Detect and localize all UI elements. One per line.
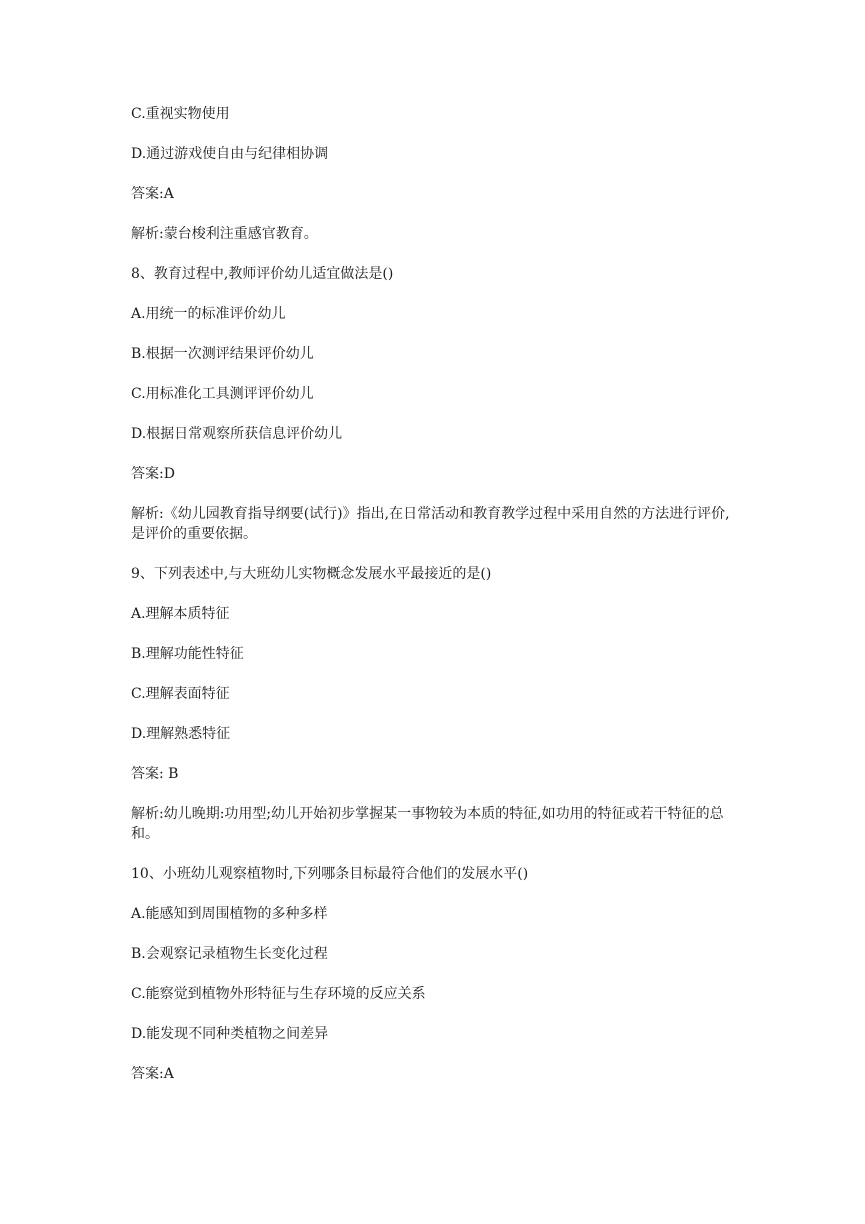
explanation-q8: 解析:《幼儿园教育指导纲要(试行)》指出,在日常活动和教育教学过程中采用自然的方法进行评价,是评价的重要依据。 [131, 506, 730, 542]
option-a-q8: A.用统一的标准评价幼儿 [131, 306, 286, 322]
option-a-q10: A.能感知到周围植物的多种多样 [131, 906, 328, 922]
option-c-q7: C.重视实物使用 [131, 106, 230, 122]
option-b-q10: B.会观察记录植物生长变化过程 [131, 946, 328, 962]
option-d-q9: D.理解熟悉特征 [131, 726, 231, 742]
question-10: 10、小班幼儿观察植物时,下列哪条目标最符合他们的发展水平() [131, 866, 529, 882]
option-b-q9: B.理解功能性特征 [131, 646, 244, 662]
option-d-q7: D.通过游戏使自由与纪律相协调 [131, 146, 329, 162]
explanation-q9: 解析:幼儿晚期:功用型;幼儿开始初步掌握某一事物较为本质的特征,如功用的特征或若干特征的总和。 [131, 806, 724, 842]
question-8: 8、教育过程中,教师评价幼儿适宜做法是() [131, 266, 394, 282]
document-body [131, 104, 741, 1084]
option-b-q8: B.根据一次测评结果评价幼儿 [131, 346, 314, 362]
option-c-q9: C.理解表面特征 [131, 686, 230, 702]
answer-q8: 答案:D [131, 466, 175, 482]
answer-q10: 答案:A [131, 1066, 174, 1082]
explanation-q7: 解析:蒙台梭利注重感官教育。 [131, 226, 318, 242]
option-c-q10: C.能察觉到植物外形特征与生存环境的反应关系 [131, 986, 426, 1002]
answer-q9: 答案: B [131, 766, 179, 782]
option-d-q10: D.能发现不同种类植物之间差异 [131, 1026, 329, 1042]
option-d-q8: D.根据日常观察所获信息评价幼儿 [131, 426, 343, 442]
option-a-q9: A.理解本质特征 [131, 606, 230, 622]
option-c-q8: C.用标准化工具测评评价幼儿 [131, 386, 314, 402]
answer-q7: 答案:A [131, 186, 174, 202]
question-9: 9、下列表述中,与大班幼儿实物概念发展水平最接近的是() [131, 566, 492, 582]
